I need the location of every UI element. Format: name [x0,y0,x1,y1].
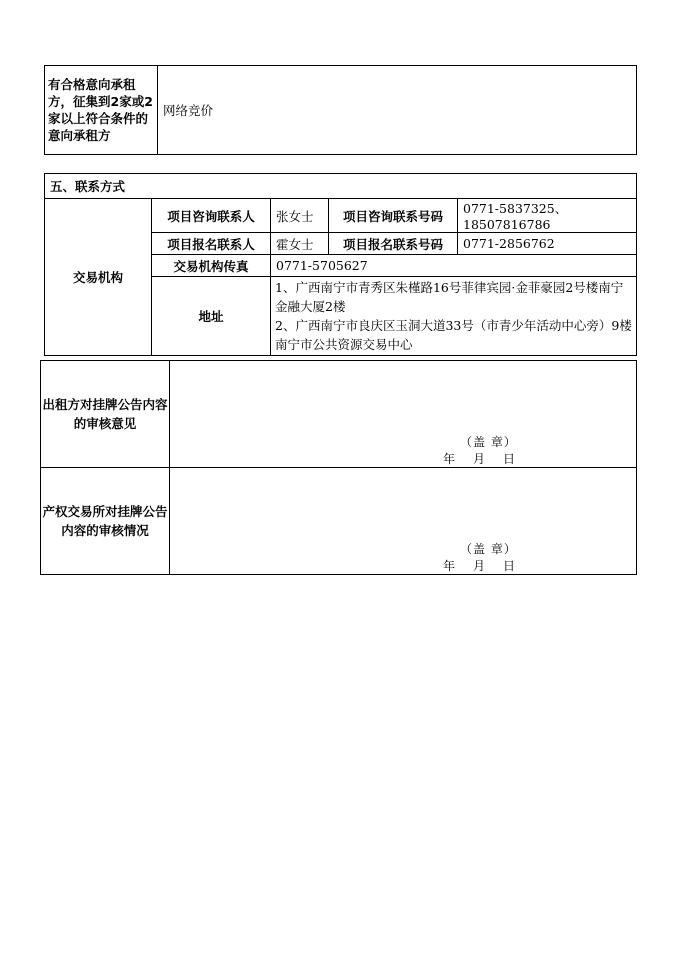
review-table [40,360,637,575]
signup-phone-value: 0771-2856762 [458,233,637,255]
bidding-method-table [44,65,637,155]
consult-phone-value: 0771-5837325、18507816786 [458,199,637,233]
day-label: 日 [503,559,516,573]
bidding-method-value: 网络竞价 [158,66,637,155]
exchange-review-label: 产权交易所对挂牌公告内容的审核情况 [41,468,170,575]
org-label: 交易机构 [45,199,152,356]
contact-heading: 五、联系方式 [45,174,637,199]
address-value [271,277,637,356]
year-label: 年 [443,559,456,573]
signup-phone-label: 项目报名联系号码 [329,233,458,255]
fax-value: 0771-5705627 [271,255,637,277]
signup-contact-label: 项目报名联系人 [152,233,271,255]
lessor-review-label: 出租方对挂牌公告内容的审核意见 [41,361,170,468]
consult-contact-value: 张女士 [271,199,329,233]
signup-contact-value: 霍女士 [271,233,329,255]
lessor-date [443,450,533,467]
consult-phone-label: 项目咨询联系号码 [329,199,458,233]
address-line-2: 2、广西南宁市良庆区玉洞大道33号（市青少年活动中心旁）9楼南宁市公共资源交易中心 [275,318,632,352]
contact-table [44,173,637,356]
address-label: 地址 [152,277,271,356]
fax-label: 交易机构传真 [152,255,271,277]
exchange-stamp-text: （盖 章） [460,542,517,556]
month-label: 月 [473,452,486,466]
condition-label: 有合格意向承租方，征集到2家或2家以上符合条件的意向承租方 [45,66,158,155]
month-label: 月 [473,559,486,573]
day-label: 日 [503,452,516,466]
year-label: 年 [443,452,456,466]
exchange-date [443,557,533,574]
lessor-stamp-text: （盖 章） [460,435,517,449]
lessor-review-field [170,361,637,468]
exchange-review-field [170,468,637,575]
address-line-1: 1、广西南宁市青秀区朱槿路16号菲律宾园·金菲豪园2号楼南宁金融大厦2楼 [275,280,624,314]
consult-contact-label: 项目咨询联系人 [152,199,271,233]
